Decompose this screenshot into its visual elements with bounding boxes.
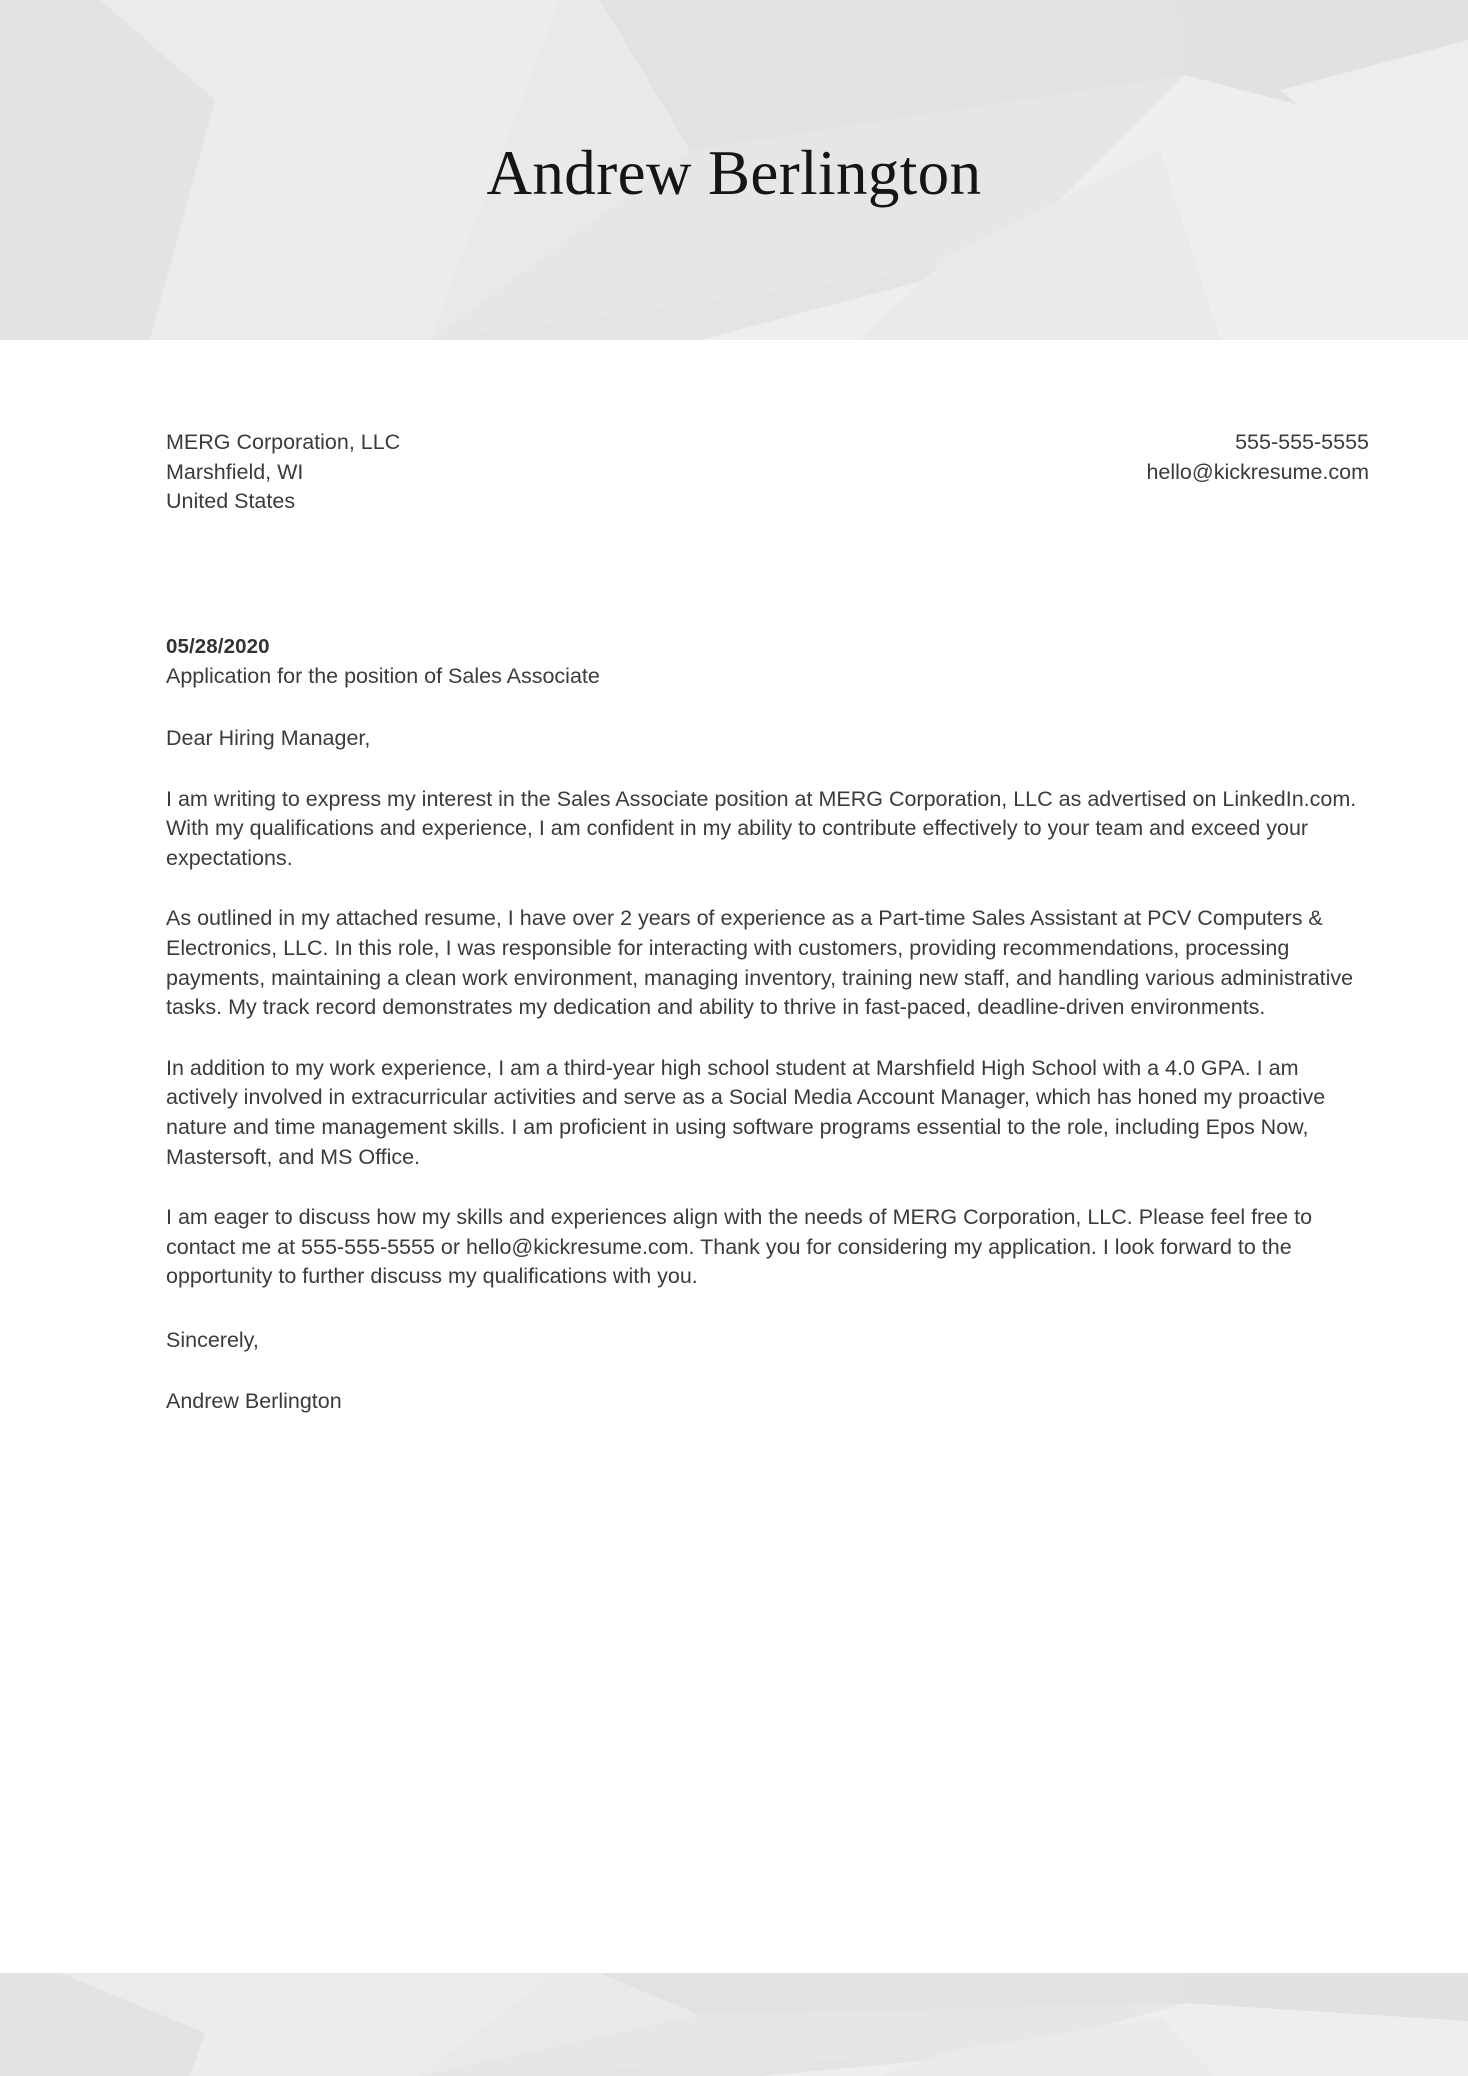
header-banner xyxy=(0,0,1468,340)
letter-salutation: Dear Hiring Manager, xyxy=(166,725,371,750)
applicant-name: Andrew Berlington xyxy=(486,137,982,208)
letter-content xyxy=(166,340,1369,1439)
recipient-address-block xyxy=(166,428,400,517)
letter-meta-block xyxy=(166,632,1369,692)
sender-contact-block xyxy=(1146,428,1369,487)
letter-signature-name: Andrew Berlington xyxy=(166,1389,342,1414)
sender-phone: 555-555-5555 xyxy=(1235,430,1369,454)
letter-paragraph-2: As outlined in my attached resume, I have over 2 years of experience as a Part-time Sales Assistant at PCV Computers & Electronics, LLC. In this role, I was responsible for interacting with customers, providing recommendations, processing payments, maintaining a clean work environment, managing inventory, training new staff, and handling various administrative tasks. My track record demonstrates my dedication and ability to thrive in fast-paced, deadline-driven environments. xyxy=(166,906,1354,1020)
letter-page xyxy=(0,340,1468,1973)
letter-paragraph-4: I am eager to discuss how my skills and experiences align with the needs of MERG Corporation, LLC. Please feel free to contact me at 555-555-5555 or hello@kickresume.com. Thank you for considering my application. I look forward to the opportunity to further discuss my qualifications with you. xyxy=(166,1205,1313,1289)
letter-closing: Sincerely, xyxy=(166,1327,259,1352)
letter-subject: Application for the position of Sales Associate xyxy=(166,664,600,689)
low-poly-footer-pattern xyxy=(0,1973,1468,2076)
address-row xyxy=(166,340,1369,517)
footer-banner xyxy=(0,1973,1468,2076)
letter-paragraph-3: In addition to my work experience, I am a third-year high school student at Marshfield High School with a 4.0 GPA. I am actively involved in extracurricular activities and serve as a Social Media Account Manager, which has honed my proactive nature and time management skills. I am proficient in using software programs essential to the role, including Epos Now, Mastersoft, and MS Office. xyxy=(166,1055,1326,1169)
recipient-country: United States xyxy=(166,489,296,514)
recipient-company: MERG Corporation, LLC xyxy=(166,430,401,454)
letter-paragraph-1: I am writing to express my interest in the Sales Associate position at MERG Corporation, LLC as advertised on LinkedIn.com. With my qualifications and experience, I am confident in my ability to contribute effectively to your team and exceed your expectations. xyxy=(166,786,1357,870)
low-poly-background-pattern xyxy=(0,0,1468,340)
recipient-city-state: Marshfield, WI xyxy=(166,459,304,484)
sender-email: hello@kickresume.com xyxy=(1146,459,1369,484)
letter-date: 05/28/2020 xyxy=(166,634,270,658)
